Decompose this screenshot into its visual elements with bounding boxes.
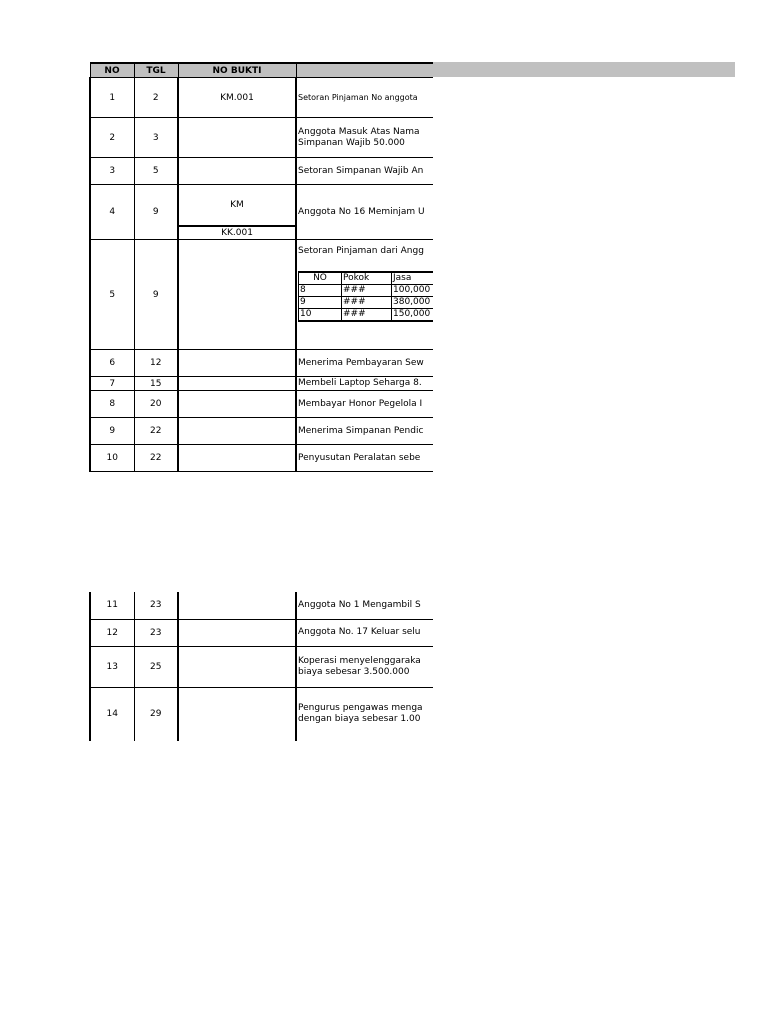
table-row [90,445,433,472]
bukti-top: KM [179,185,295,227]
cell-desc: Membeli Laptop Seharga 8. [296,377,433,391]
inner-cell: 380,000 [392,297,434,309]
cell-no: 6 [90,350,134,377]
cell-desc: Menerima Simpanan Pendic [296,418,433,445]
desc-line: Setoran Pinjaman dari Angg [298,246,424,256]
cell-tgl: 5 [134,158,178,185]
desc-line: Simpanan Wajib 50.000 [298,137,405,148]
desc-line: biaya sebesar 3.500.000 [298,666,410,677]
cell-tgl: 25 [134,646,178,687]
inner-header-no: NO [299,272,342,285]
cell-desc [296,687,433,741]
cell-bukti [178,158,296,185]
cell-desc: Membayar Honor Pegelola I [296,391,433,418]
header-no-bukti: NO BUKTI [178,63,296,78]
cell-no: 2 [90,118,134,158]
cell-bukti: KM.001 [178,78,296,118]
cell-tgl: 15 [134,377,178,391]
table-row [90,391,433,418]
cell-desc: Anggota No 1 Mengambil S [296,592,433,619]
header-no: NO [90,63,134,78]
cell-tgl: 9 [134,240,178,350]
cell-no: 8 [90,391,134,418]
cell-bukti [178,418,296,445]
cell-bukti [178,592,296,619]
cell-bukti [178,377,296,391]
desc-text: Setoran Pinjaman No anggota [298,92,418,102]
cell-bukti [178,350,296,377]
cell-no: 5 [90,240,134,350]
cell-tgl: 23 [134,619,178,646]
cell-no: 12 [90,619,134,646]
table-row [90,377,433,391]
ledger-bottom-section [89,592,433,741]
installment-table [298,271,433,322]
cell-tgl: 20 [134,391,178,418]
cell-desc: Menerima Pembayaran Sew [296,350,433,377]
cell-bukti [178,445,296,472]
inner-row [299,285,434,297]
cell-tgl: 12 [134,350,178,377]
inner-cell: 8 [299,285,342,297]
inner-row [299,297,434,309]
desc-line: Anggota Masuk Atas Nama [298,126,420,137]
header-row [90,63,433,78]
cell-no: 9 [90,418,134,445]
cell-no: 14 [90,687,134,741]
inner-cell: ### [342,297,392,309]
cell-bukti [178,646,296,687]
table-row [90,350,433,377]
cell-desc [296,118,433,158]
desc-line: Pengurus pengawas menga [298,703,423,714]
cell-tgl: 29 [134,687,178,741]
inner-header-row [299,272,434,285]
table-row [90,240,433,350]
cell-no: 11 [90,592,134,619]
cell-bukti [178,118,296,158]
table-row [90,185,433,240]
inner-header-pokok: Pokok [342,272,392,285]
cell-tgl: 9 [134,185,178,240]
cell-no: 4 [90,185,134,240]
inner-cell: 10 [299,309,342,322]
cell-desc: Anggota No. 17 Keluar selu [296,619,433,646]
inner-header-jasa: Jasa [392,272,434,285]
desc-line: Koperasi menyelenggaraka [298,655,421,666]
inner-cell: 150,000 [392,309,434,322]
cell-desc: Anggota No 16 Meminjam U [296,185,433,240]
cell-no: 13 [90,646,134,687]
cell-tgl: 23 [134,592,178,619]
cell-tgl: 22 [134,418,178,445]
journal-table [89,62,433,472]
cell-desc [296,78,433,118]
inner-row [299,309,434,322]
cell-bukti [178,391,296,418]
table-row [90,158,433,185]
cell-tgl: 2 [134,78,178,118]
table-row [90,118,433,158]
table-row [90,78,433,118]
header-tgl: TGL [134,63,178,78]
inner-cell: 9 [299,297,342,309]
cell-tgl: 3 [134,118,178,158]
table-row [90,592,433,619]
cell-tgl: 22 [134,445,178,472]
cell-bukti [178,185,296,240]
table-row [90,619,433,646]
cell-desc: Setoran Simpanan Wajib An [296,158,433,185]
table-row [90,646,433,687]
inner-cell: ### [342,285,392,297]
cell-no: 1 [90,78,134,118]
journal-table-continued [89,592,433,741]
desc-line: dengan biaya sebesar 1.00 [298,714,421,725]
table-row [90,418,433,445]
cell-bukti [178,240,296,350]
inner-cell: ### [342,309,392,322]
inner-cell: 100,000 [392,285,434,297]
cell-desc [296,240,433,350]
ledger-top-section [89,62,433,472]
cell-no: 7 [90,377,134,391]
cell-desc: Penyusutan Peralatan sebe [296,445,433,472]
cell-desc [296,646,433,687]
cell-bukti [178,619,296,646]
cell-no: 3 [90,158,134,185]
cell-no: 10 [90,445,134,472]
cell-bukti [178,687,296,741]
table-row [90,687,433,741]
bukti-bottom: KK.001 [221,228,253,238]
header-description [296,63,433,78]
